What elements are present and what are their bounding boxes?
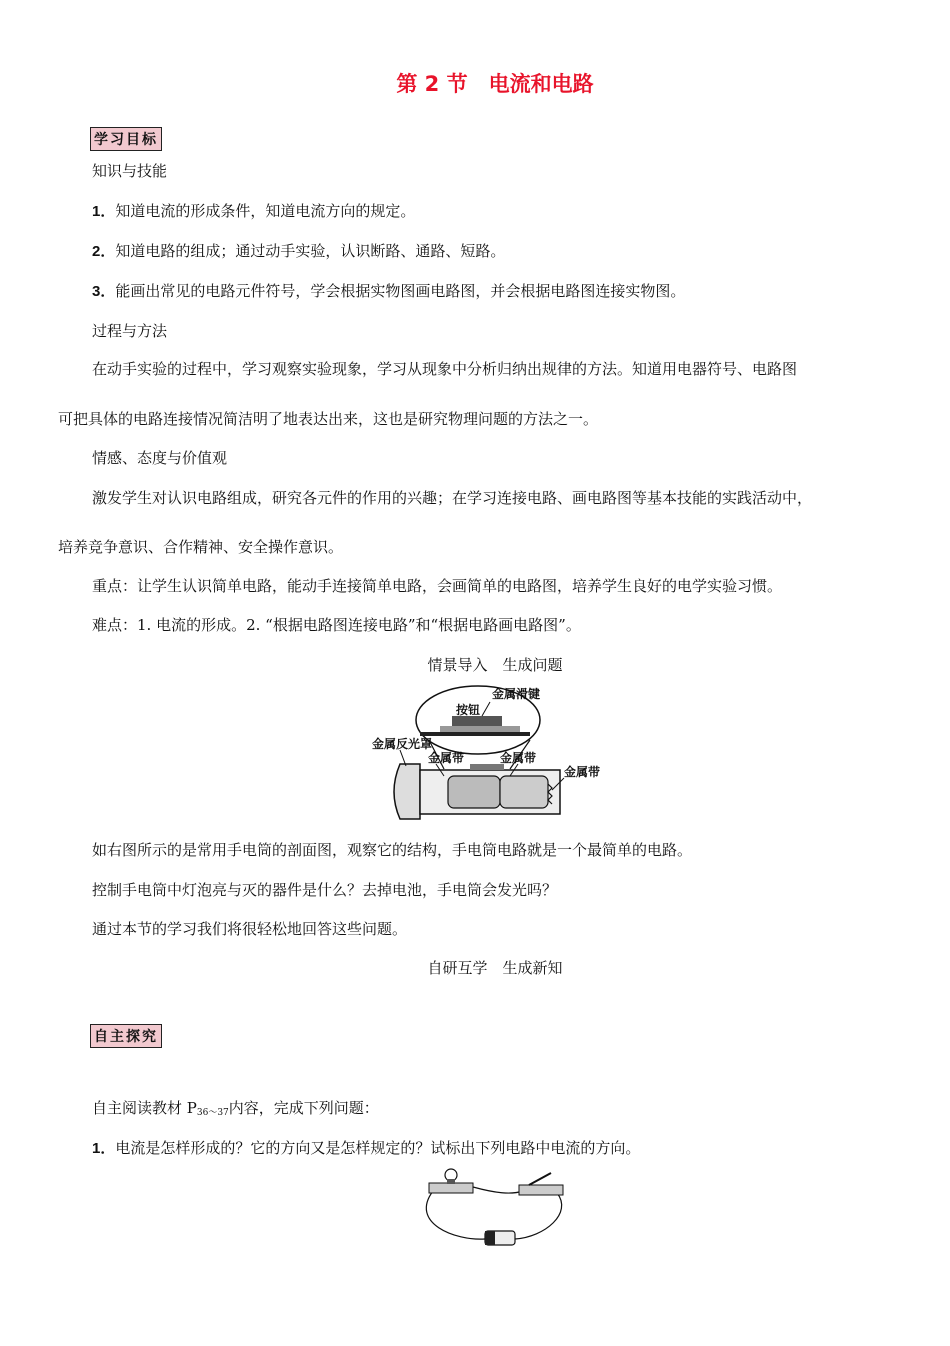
reading-prefix: 自主阅读教材 P [92,1099,197,1117]
goal-item-number: 1． [92,203,116,220]
goal-item-2 [92,240,505,261]
battery-2 [500,776,548,808]
intro-paragraph-3: 通过本节的学习我们将很轻松地回答这些问题。 [92,920,408,938]
reflector-shape [394,764,420,819]
label-button: 按钮 [456,703,481,717]
self-explore-label: 自主探究 [90,1024,162,1048]
knowledge-skills-heading: 知识与技能 [92,162,168,180]
goal-item-text: 知道电流的形成条件，知道电流方向的规定。 [115,202,416,220]
reading-pages: 36～37 [196,1108,229,1118]
learning-goals-label: 学习目标 [90,127,162,151]
battery-1 [448,776,500,808]
switch-base [519,1185,563,1195]
attitude-values-line-1: 激发学生对认识电路组成，研究各元件的作用的兴趣；在学习连接电路、画电路图等基本技能的实践活动中， [92,489,813,507]
wire-left [426,1191,485,1239]
question-text: 电流是怎样形成的？它的方向又是怎样规定的？试标出下列电路中电流的方向。 [115,1139,641,1157]
goal-item-number: 2． [92,243,116,260]
self-explore-badge [90,1024,162,1048]
wire-top [473,1187,523,1193]
label-slide-key: 金属滑键 [492,687,541,701]
question-number: 1． [92,1140,116,1157]
reading-instruction [92,1097,379,1118]
wire-right [515,1193,562,1239]
learning-goals-badge [90,127,162,151]
goal-item-number: 3． [92,283,116,300]
circuit-figure [415,1163,575,1258]
intro-paragraph-2: 控制手电筒中灯泡亮与灭的器件是什么？去掉电池，手电筒会发光吗？ [92,881,558,899]
section-intro-heading: 情景导入 生成问题 [427,656,563,674]
lamp-base [429,1183,473,1193]
goal-item-text: 能画出常见的电路元件符号，学会根据实物图画电路图，并会根据电路图连接实物图。 [115,282,686,300]
attitude-values-line-2: 培养竞争意识、合作精神、安全操作意识。 [58,538,344,556]
question-1 [92,1137,640,1158]
process-method-line-1: 在动手实验的过程中，学习观察实验现象，学习从现象中分析归纳出规律的方法。知道用电器符号、电路图 [92,360,798,378]
difficulty: 难点：1. 电流的形成。2. “根据电路图连接电路”和“根据电路画电路图”。 [92,616,581,634]
section-self-study-heading: 自研互学 生成新知 [427,959,563,977]
goal-item-text: 知道电路的组成；通过动手实验，认识断路、通路、短路。 [115,242,506,260]
button-shape [452,716,502,726]
label-strip-left: 金属带 [428,751,465,765]
label-reflector: 金属反光罩 [372,737,433,751]
goal-item-1 [92,200,415,221]
label-strip-right: 金属带 [564,765,601,779]
process-method-line-2: 可把具体的电路连接情况简洁明了地表达出来，这也是研究物理问题的方法之一。 [58,410,599,428]
reading-suffix: 内容，完成下列问题： [228,1099,379,1117]
attitude-values-heading: 情感、态度与价值观 [92,449,228,467]
intro-paragraph-1: 如右图所示的是常用手电筒的剖面图，观察它的结构，手电筒电路就是一个最简单的电路。 [92,841,693,859]
page-title: 第 2 节 电流和电路 [396,72,594,96]
switch-lever [529,1173,551,1185]
flashlight-figure [360,684,620,834]
label-strip-mid: 金属带 [500,751,537,765]
key-point: 重点：让学生认识简单电路，能动手连接简单电路，会画简单的电路图，培养学生良好的电学实验习惯。 [92,577,783,595]
process-method-heading: 过程与方法 [92,322,168,340]
goal-item-3 [92,280,685,301]
